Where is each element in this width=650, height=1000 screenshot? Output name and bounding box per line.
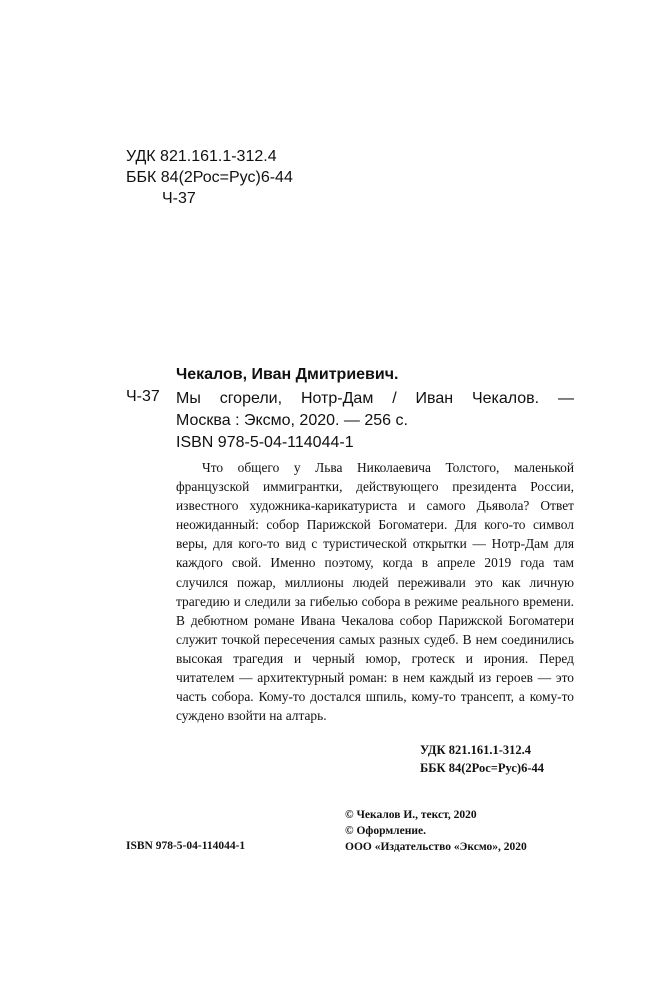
bbk-code-bottom: ББК 84(2Рос=Рус)6-44	[420, 761, 544, 775]
copyright-block	[345, 807, 527, 855]
udk-header-block	[126, 146, 293, 209]
cutter-code: Ч-37	[162, 190, 196, 207]
cutter-mark: Ч-37	[126, 388, 160, 405]
copyright-text: © Чекалов И., текст, 2020	[345, 809, 477, 821]
udk-footer-block	[420, 741, 544, 777]
publisher-copyright: ООО «Издательство «Эксмо», 2020	[345, 841, 527, 853]
annotation-text: Что общего у Льва Николаевича Толстого, маленькой французской иммигрантки, действующего президента России, известного художника-карикатуриста и самого Дьявола? Ответ неожиданный: собор Парижской Богоматери. Для кого-то символ веры, для кого-то вид с туристической открытки — Нотр-Дам для каждого свой. Именно поэтому, когда в апреле 2019 года там случился пожар, миллионы людей переживали это как личную трагедию и следили за гибелью собора в режиме реального времени. В дебютном романе Ивана Чекалова собор Парижской Богоматери служит точкой пересечения самых разных судеб. В нем соединились высокая трагедия и черный юмор, гротеск и ирония. Перед читателем — архитектурный роман: в нем каждый из героев — это часть собора. Кому-то достался шпиль, кому-то трансепт, а кому-то суждено взойти на алтарь.	[176, 460, 574, 724]
isbn-line: ISBN 978-5-04-114044-1	[176, 434, 354, 451]
udk-code-bottom: УДК 821.161.1-312.4	[420, 743, 531, 757]
copyright-design: © Оформление.	[345, 825, 426, 837]
isbn-footer: ISBN 978-5-04-114044-1	[126, 840, 246, 852]
author-name: Чекалов, Иван Дмитриевич.	[176, 366, 399, 383]
udk-code: УДК 821.161.1-312.4	[126, 148, 277, 165]
title-line-2: Москва : Эксмо, 2020. — 256 с.	[176, 412, 408, 429]
title-line-1: Мы сгорели, Нотр-Дам / Иван Чекалов. —	[176, 390, 574, 407]
bbk-code: ББК 84(2Рос=Рус)6-44	[126, 169, 293, 186]
title-description	[176, 388, 574, 432]
